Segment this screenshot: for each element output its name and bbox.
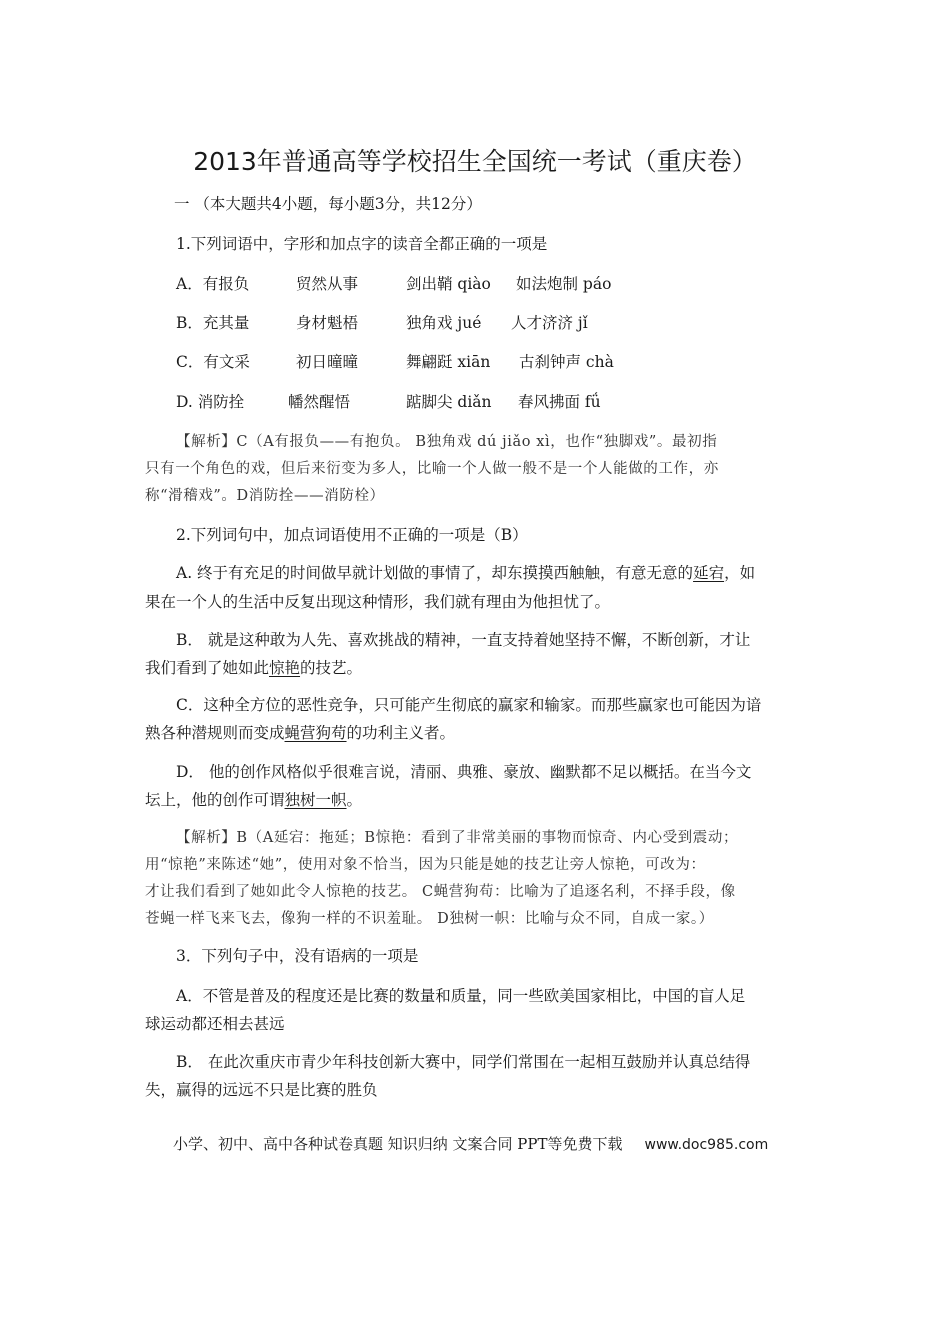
page-footer: [173, 1134, 768, 1155]
underlined-term: 独树一帜: [284, 791, 347, 809]
q1-analysis-line: 【解析】C（A有报负——有抱负。 B独角戏 dú jiǎo xì，也作“独脚戏”。最初指: [176, 434, 718, 450]
q3-option-a: A．不管是普及的程度还是比赛的数量和质量，同一些欧美国家相比，中国的盲人足: [176, 987, 746, 1005]
q1-analysis-line: 只有一个角色的戏，但后来衍变为多人，比喻一个人做一般不是一个人能做的工作，亦: [145, 461, 719, 477]
q2-option-a: A. 终于有充足的时间做早就计划做的事情了，却东摸摸西触触，有意无意的延宕，如: [176, 564, 756, 582]
underlined-term: 延宕: [693, 564, 725, 582]
footer-site-link[interactable]: www.doc985.com: [644, 1137, 769, 1153]
q2-analysis-line: 【解析】B（A延宕：拖延；B惊艳：看到了非常美丽的事物而惊奇、内心受到震动；: [176, 830, 739, 846]
underlined-term: 蝇营狗苟: [284, 724, 347, 742]
q2-analysis-line: 用“惊艳”来陈述“她”，使用对象不恰当，因为只能是她的技艺让旁人惊艳，可改为：: [145, 857, 706, 873]
q2-option-a-cont: 果在一个人的生活中反复出现这种情形，我们就有理由为他担忧了。: [145, 593, 611, 611]
q1-option-a: A．有报负 贸然从事 剑出鞘 qiào 如法炮制 páo: [176, 275, 612, 293]
q3-option-b-cont: 失，赢得的远远不只是比赛的胜负: [145, 1081, 378, 1099]
q2-option-d-cont: 坛上，他的创作可谓独树一帜。: [145, 791, 363, 809]
q3-stem: 3．下列句子中，没有语病的一项是: [176, 947, 419, 965]
q1-option-b: B．充其量 身材魁梧 独角戏 jué 人才济济 jǐ: [176, 314, 588, 332]
q1-stem: 1.下列词语中，字形和加点字的读音全都正确的一项是: [176, 235, 548, 253]
q3-option-a-cont: 球运动都还相去甚远: [145, 1015, 285, 1033]
q2-option-d: D． 他的创作风格似乎很难言说，清丽、典雅、豪放、幽默都不足以概括。在当今文: [176, 763, 752, 781]
q2-option-c-cont: 熟各种潜规则而变成蝇营狗苟的功利主义者。: [145, 724, 456, 742]
q1-analysis-line: 称“滑稽戏”。D消防拴——消防栓）: [145, 488, 385, 504]
q1-option-d: D. 消防拴 幡然醒悟 踮脚尖 diǎn 春风拂面 fǘ: [176, 393, 601, 411]
page-title: 2013年普通高等学校招生全国统一考试（重庆卷）: [193, 147, 757, 176]
q3-option-b: B． 在此次重庆市青少年科技创新大赛中，同学们常围在一起相互鼓励并认真总结得: [176, 1053, 751, 1071]
q2-stem: 2.下列词句中，加点词语使用不正确的一项是（B）: [176, 526, 528, 544]
q2-option-b-cont: 我们看到了她如此惊艳的技艺。: [145, 659, 363, 677]
underlined-term: 惊艳: [269, 659, 301, 677]
q1-option-c: C．有文采 初日曈曈 舞翩跹 xiān 古刹钟声 chà: [176, 353, 614, 371]
q2-option-c: C．这种全方位的恶性竞争，只可能产生彻底的赢家和输家。而那些赢家也可能因为谙: [176, 696, 762, 714]
footer-text: 小学、初中、高中各种试卷真题 知识归纳 文案合同 PPT等免费下载: [173, 1135, 623, 1153]
q2-analysis-line: 才让我们看到了她如此令人惊艳的技艺。 C蝇营狗苟：比喻为了追逐名利，不择手段，像: [145, 884, 736, 900]
q2-option-b: B． 就是这种敢为人先、喜欢挑战的精神，一直支持着她坚持不懈，不断创新，才让: [176, 631, 751, 649]
section-heading: 一 （本大题共4小题，每小题3分，共12分）: [174, 195, 482, 213]
q2-analysis-line: 苍蝇一样飞来飞去，像狗一样的不识羞耻。 D独树一帜：比喻与众不同，自成一家。）: [145, 911, 714, 927]
